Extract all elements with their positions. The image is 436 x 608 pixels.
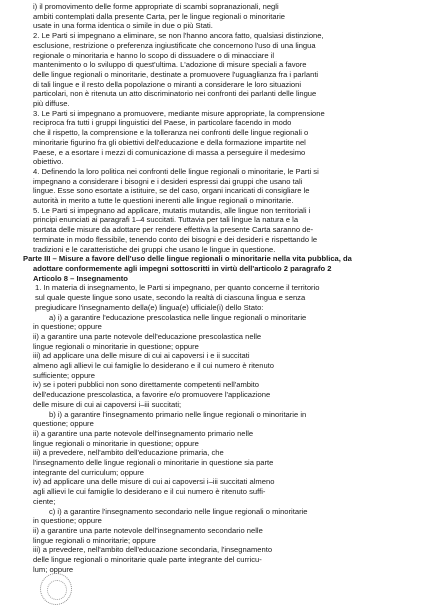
text-line: iii) ad applicare una delle misure di cui ai capoversi i e ii succitati [33,351,250,361]
stamp-seal-icon [40,573,72,605]
article-heading: Articolo 8 – Insegnamento [33,273,128,283]
text-line: 5. Le Parti si impegnano ad applicare, mutatis mutandis, alle lingue non territoriali i [33,205,311,215]
text-line: che il rispetto, la comprensione e la tolleranza nei confronti delle lingue regionali o [33,128,309,138]
text-line: portata delle misure da adottare per rendere effettiva la presente Carta saranno de- [33,225,314,235]
text-line: l'insegnamento delle lingue regionali o minoritarie in questione sia parte [33,458,274,468]
text-line: delle lingue regionali o minoritarie quale parte integrante del curricu- [33,555,262,565]
text-line: c) i) a garantire l'insegnamento secondario nelle lingue regionali o minoritarie [49,506,308,516]
text-line: ii) a garantire una parte notevole dell'insegnamento primario nelle [33,428,254,438]
text-line: sul quale queste lingue sono usate, secondo la realtà di ciascuna lingua e senza [35,293,306,303]
text-line: delle misure di cui ai capoversi i–iii succitati; [33,399,182,409]
text-line: iv) se i poteri pubblici non sono direttamente competenti nell'ambito [33,380,260,390]
part-heading: Parte III – Misure a favore dell'uso delle lingue regionali o minoritarie nella vita pubblica, da [23,254,352,264]
text-line: a) i) a garantire l'educazione prescolastica nelle lingue regionali o minoritarie [49,312,307,322]
text-line: lingue. Esse sono esortate a istituire, se del caso, organi incaricati di consigliare le [33,186,310,196]
text-line: lum; oppure [33,564,74,574]
text-line: dell'educazione prescolastica, a favorire e/o promuovere l'applicazione [33,390,271,400]
text-line: regionale o minoritaria e hanno lo scopo di dissuadere o di minacciare il [33,50,275,60]
text-line: 4. Definendo la loro politica nei confronti delle lingue regionali o minoritarie, le Parti si [33,166,319,176]
text-line: impegnano a considerare i bisogni e i desideri espressi dai gruppi che usano tali [33,176,303,186]
text-line: Paese, e a esortare i mezzi di comunicazione di massa a perseguire il medesimo [33,147,306,157]
text-line: questione; oppure [33,419,94,429]
text-line: ii) a garantire una parte notevole dell'educazione prescolastica nelle [33,331,262,341]
text-line: autorità in merito a tutte le questioni inerenti alle lingue regionali o minoritarie. [33,196,294,206]
text-line: i) il promovimento delle forme appropriate di scambi sopranazionali, negli [33,2,279,11]
stamp-inner-ring [47,580,67,600]
text-line: in questione; oppure [33,322,102,332]
text-line: esclusione, restrizione o preferenza ingiustificate che concernono l'uso di una lingua [33,40,316,50]
text-line: ii) a garantire una parte notevole dell'insegnamento secondario nelle [33,525,263,535]
text-line: sufficiente; oppure [33,370,95,380]
text-line: reciproca fra tutti i gruppi linguistici del Paese, in particolare facendo in modo [33,118,292,128]
text-line: almeno agli allievi le cui famiglie lo desiderano e il cui numero è ritenuto [33,361,275,371]
text-line: 3. Le Parti si impegnano a promuovere, mediante misure appropriate, la comprensione [33,108,325,118]
text-line: in questione; oppure [33,516,102,526]
text-line: 2. Le Parti si impegnano a eliminare, se non l'hanno ancora fatto, qualsiasi distinzione, [33,31,324,41]
text-line: principi enunciati ai paragrafi 1–4 succitati. Tuttavia per tali lingue la natura e la [33,215,299,225]
text-line: iii) a prevedere, nell'ambito dell'educazione primaria, che [33,448,224,458]
text-line: tradizioni e le caratteristiche dei gruppi che usano le lingue in questione. [33,244,276,254]
text-line: b) i) a garantire l'insegnamento primario nelle lingue regionali o minoritarie in [49,409,307,419]
text-line: iii) a prevedere, nell'ambito dell'educazione secondaria, l'insegnamento [33,545,273,555]
part-heading: adottare conformemente agli impegni sottoscritti in virtù dell'articolo 2 paragrafo 2 [33,263,332,273]
text-line: iv) ad applicare una delle misure di cui ai capoversi i–iii succitati almeno [33,477,275,487]
text-line: ambiti contemplati dalla presente Carta, per le lingue regionali o minoritarie [33,11,285,21]
text-line: obiettivo. [33,157,64,167]
text-line: integrante del curriculum; oppure [33,467,145,477]
text-line: ciente; [33,496,56,506]
text-line: usate in una forma identica o simile in due o più Stati. [33,21,213,31]
text-line: agli allievi le cui famiglie lo desiderano e il cui numero è ritenuto suffi- [33,487,266,497]
document-page [23,2,427,574]
text-line: 1. In materia di insegnamento, le Parti si impegnano, per quanto concerne il territorio [35,283,320,293]
text-line: mantenimento o lo sviluppo di quest'ultima. L'adozione di misure speciali a favore [33,60,307,70]
text-line: terminate in modo flessibile, tenendo conto dei bisogni e dei desideri e rispettando le [33,234,318,244]
text-line: minoritarie figurino fra gli obiettivi dell'educazione e della formazione impartite nel [33,137,306,147]
text-line: lingue regionali o minoritarie in questione; oppure [33,438,199,448]
text-line: lingue regionali o minoritarie; oppure [33,535,156,545]
text-line: di tali lingue e il resto della popolazione o miranti a considerare le loro situazioni [33,79,302,89]
text-line: pregiudicare l'insegnamento della(e) lingua(e) ufficiale(i) dello Stato: [35,302,264,312]
text-line: lingue regionali o minoritarie in questione; oppure [33,341,199,351]
text-line: particolari, non è ritenuta un atto discriminatorio nei confronti dei parlanti delle lingue [33,89,317,99]
text-line: delle lingue regionali o minoritarie, destinate a promuovere l'uguaglianza fra i parlanti [33,69,319,79]
text-line: più diffuse. [33,99,70,109]
